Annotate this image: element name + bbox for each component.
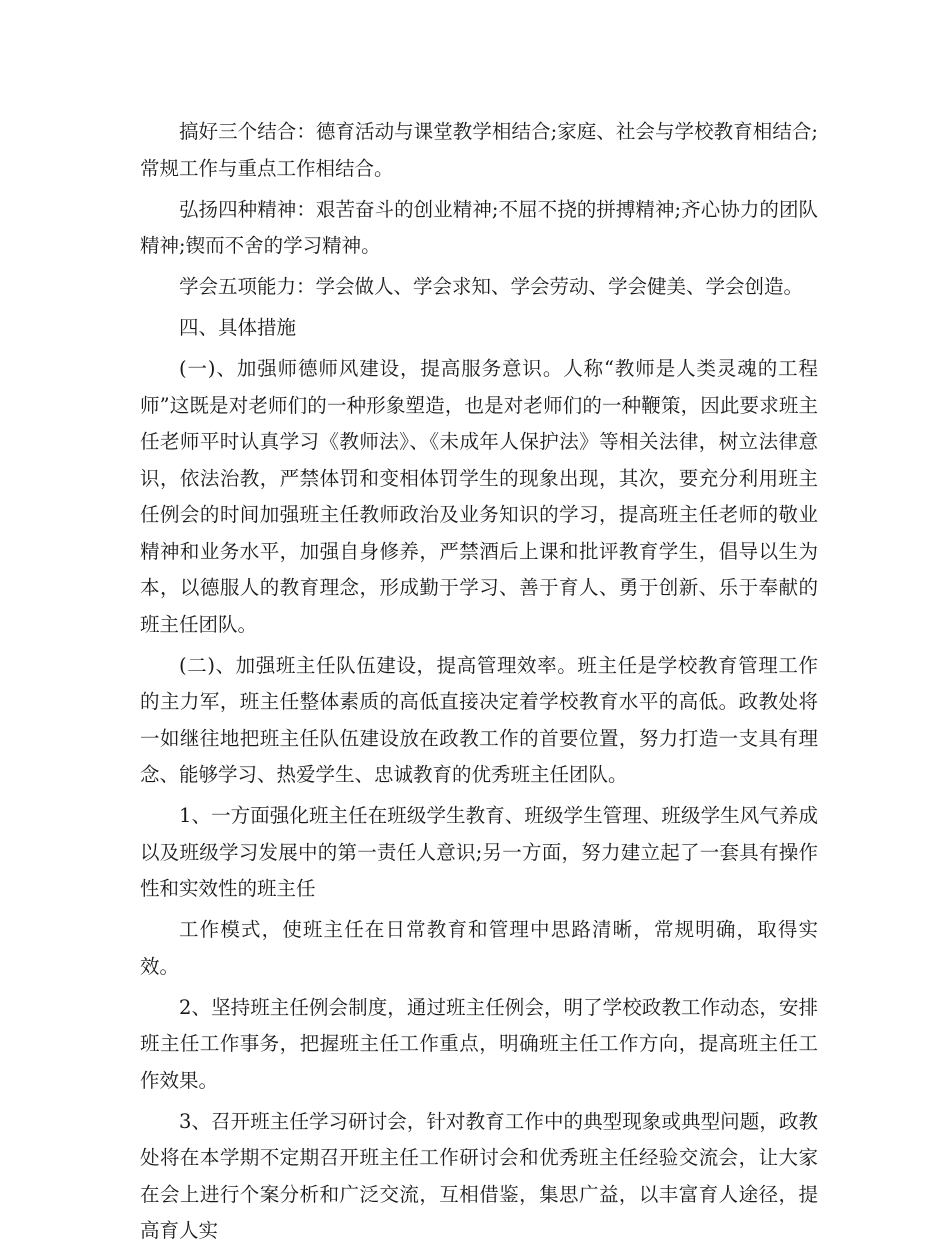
document-body <box>140 114 818 1254</box>
paragraph-five-abilities: 学会五项能力：学会做人、学会求知、学会劳动、学会健美、学会创造。 <box>179 275 804 298</box>
paragraph-four-spirits: 弘扬四种精神：艰苦奋斗的创业精神;不屈不挠的拼搏精神;齐心协力的团队精神;锲而不舍的学习精神。 <box>140 197 818 257</box>
section-heading-measures: 四、具体措施 <box>179 316 297 339</box>
paragraph-teacher-ethics: (一)、加强师德师风建设，提高服务意识。人称“教师是人类灵魂的工程师”这既是对老师们的一种形象塑造，也是对老师们的一种鞭策，因此要求班主任老师平时认真学习《教师法》、《未成年人保护法》等相关法律，树立法律意识，依法治教，严禁体罚和变相体罚学生的现象出现，其次，要充分利用班主任例会的时间加强班主任教师政治及业务知识的学习，提高班主任老师的敬业精神和业务水平，加强自身修养，严禁酒后上课和批评教育学生，倡导以生为本，以德服人的教育理念，形成勤于学习、善于育人、勇于创新、乐于奉献的班主任团队。 <box>140 357 818 636</box>
paragraph-three-combinations: 搞好三个结合：德育活动与课堂教学相结合;家庭、社会与学校教育相结合;常规工作与重点工作相结合。 <box>140 120 818 180</box>
paragraph-team-building: (二)、加强班主任队伍建设，提高管理效率。班主任是学校教育管理工作的主力军，班主任整体素质的高低直接决定着学校教育水平的高低。政教处将一如继往地把班主任队伍建设放在政教工作的首要位置，努力打造一支具有理念、能够学习、热爱学生、忠诚教育的优秀班主任团队。 <box>140 653 818 786</box>
paragraph-item-2: 2、坚持班主任例会制度，通过班主任例会，明了学校政教工作动态，安排班主任工作事务，把握班主任工作重点，明确班主任工作方向，提高班主任工作效果。 <box>140 995 818 1092</box>
paragraph-item-1: 1、一方面强化班主任在班级学生教育、班级学生管理、班级学生风气养成以及班级学习发展中的第一责任人意识;另一方面，努力建立起了一套具有操作性和实效性的班主任 <box>140 804 818 900</box>
paragraph-item-3: 3、召开班主任学习研讨会，针对教育工作中的典型现象或典型问题，政教处将在本学期不定期召开班主任工作研讨会和优秀班主任经验交流会，让大家在会上进行个案分析和广泛交流，互相借鉴，集思广益，以丰富育人途径，提高育人实 <box>140 1109 818 1242</box>
paragraph-item-1-continued: 工作模式，使班主任在日常教育和管理中思路清晰，常规明确，取得实效。 <box>140 918 818 978</box>
